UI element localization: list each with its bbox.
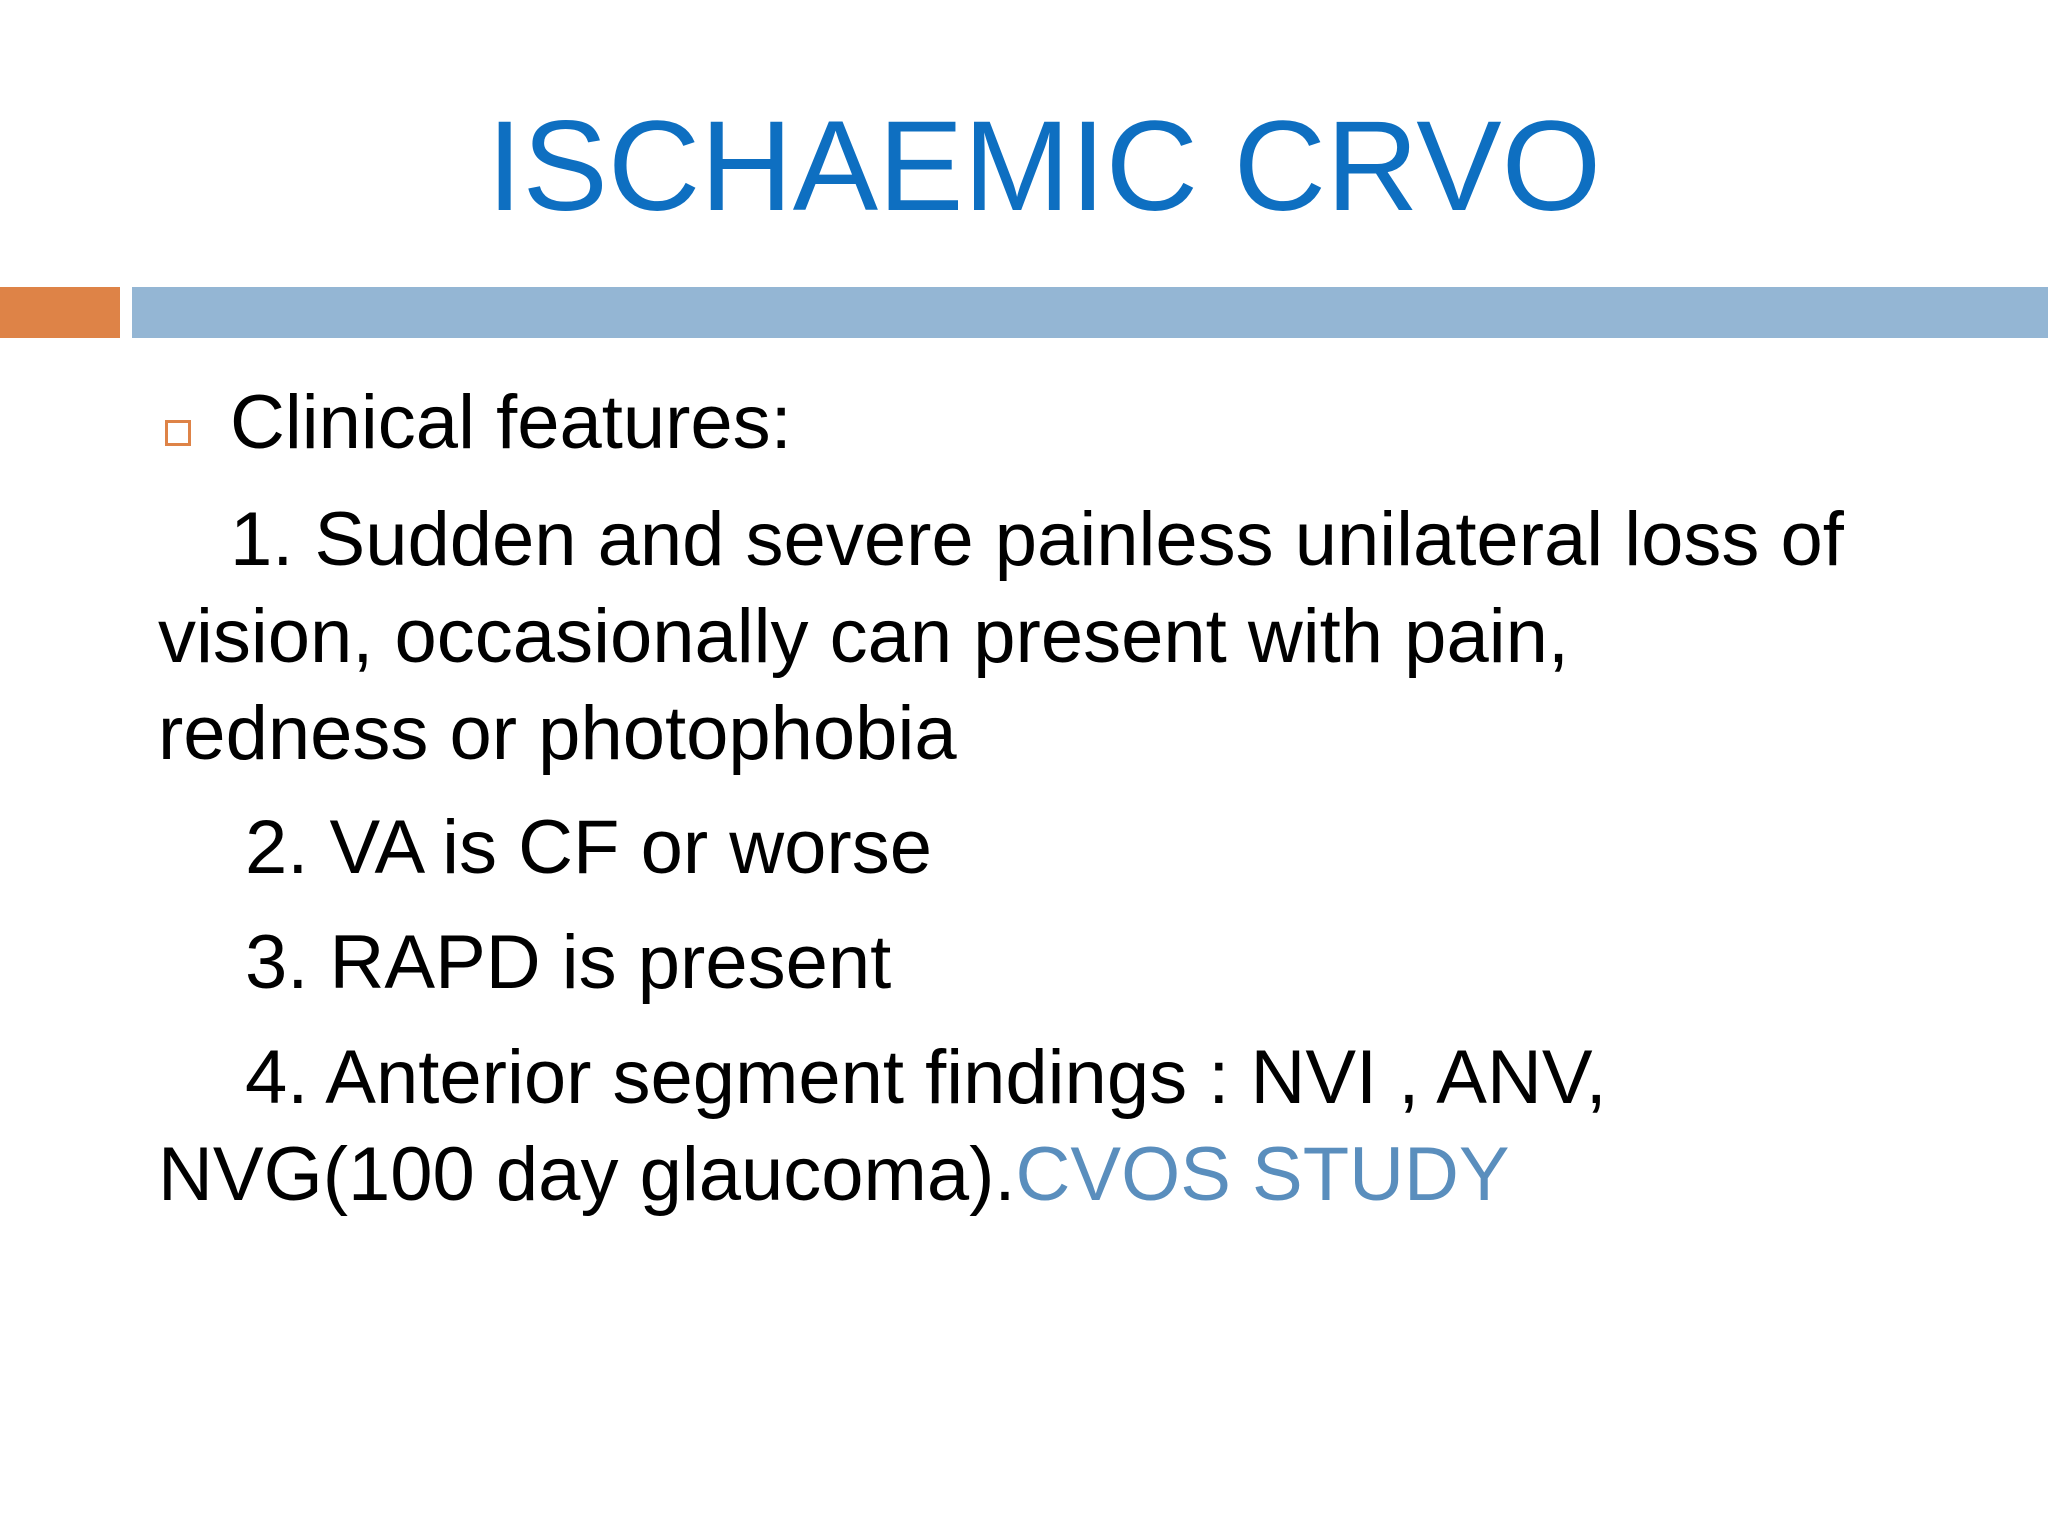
hollow-square-bullet-icon [165,420,191,446]
item-4-line-2 [158,1127,1510,1223]
item-1-line-2: vision, occasionally can present with pain, [158,594,1569,679]
header-accent-bar-blue [132,287,2048,338]
item-2-line-1: 2. VA is CF or worse [245,805,933,890]
item-4-line-2-text: NVG(100 day glaucoma). [158,1132,1016,1217]
item-1-line-1: 1. Sudden and severe painless unilateral loss of [230,497,1844,582]
slide-title: ISCHAEMIC CRVO [486,95,1602,238]
item-4-line-1: 4. Anterior segment findings : NVI , ANV, [245,1035,1607,1120]
header-accent-bar-orange [0,287,120,338]
item-3-line-1: 3. RAPD is present [245,920,892,1005]
cvos-study-link-text: CVOS STUDY [1015,1132,1510,1217]
bullet-heading: Clinical features: [230,380,792,465]
item-1-line-3: redness or photophobia [158,691,957,776]
